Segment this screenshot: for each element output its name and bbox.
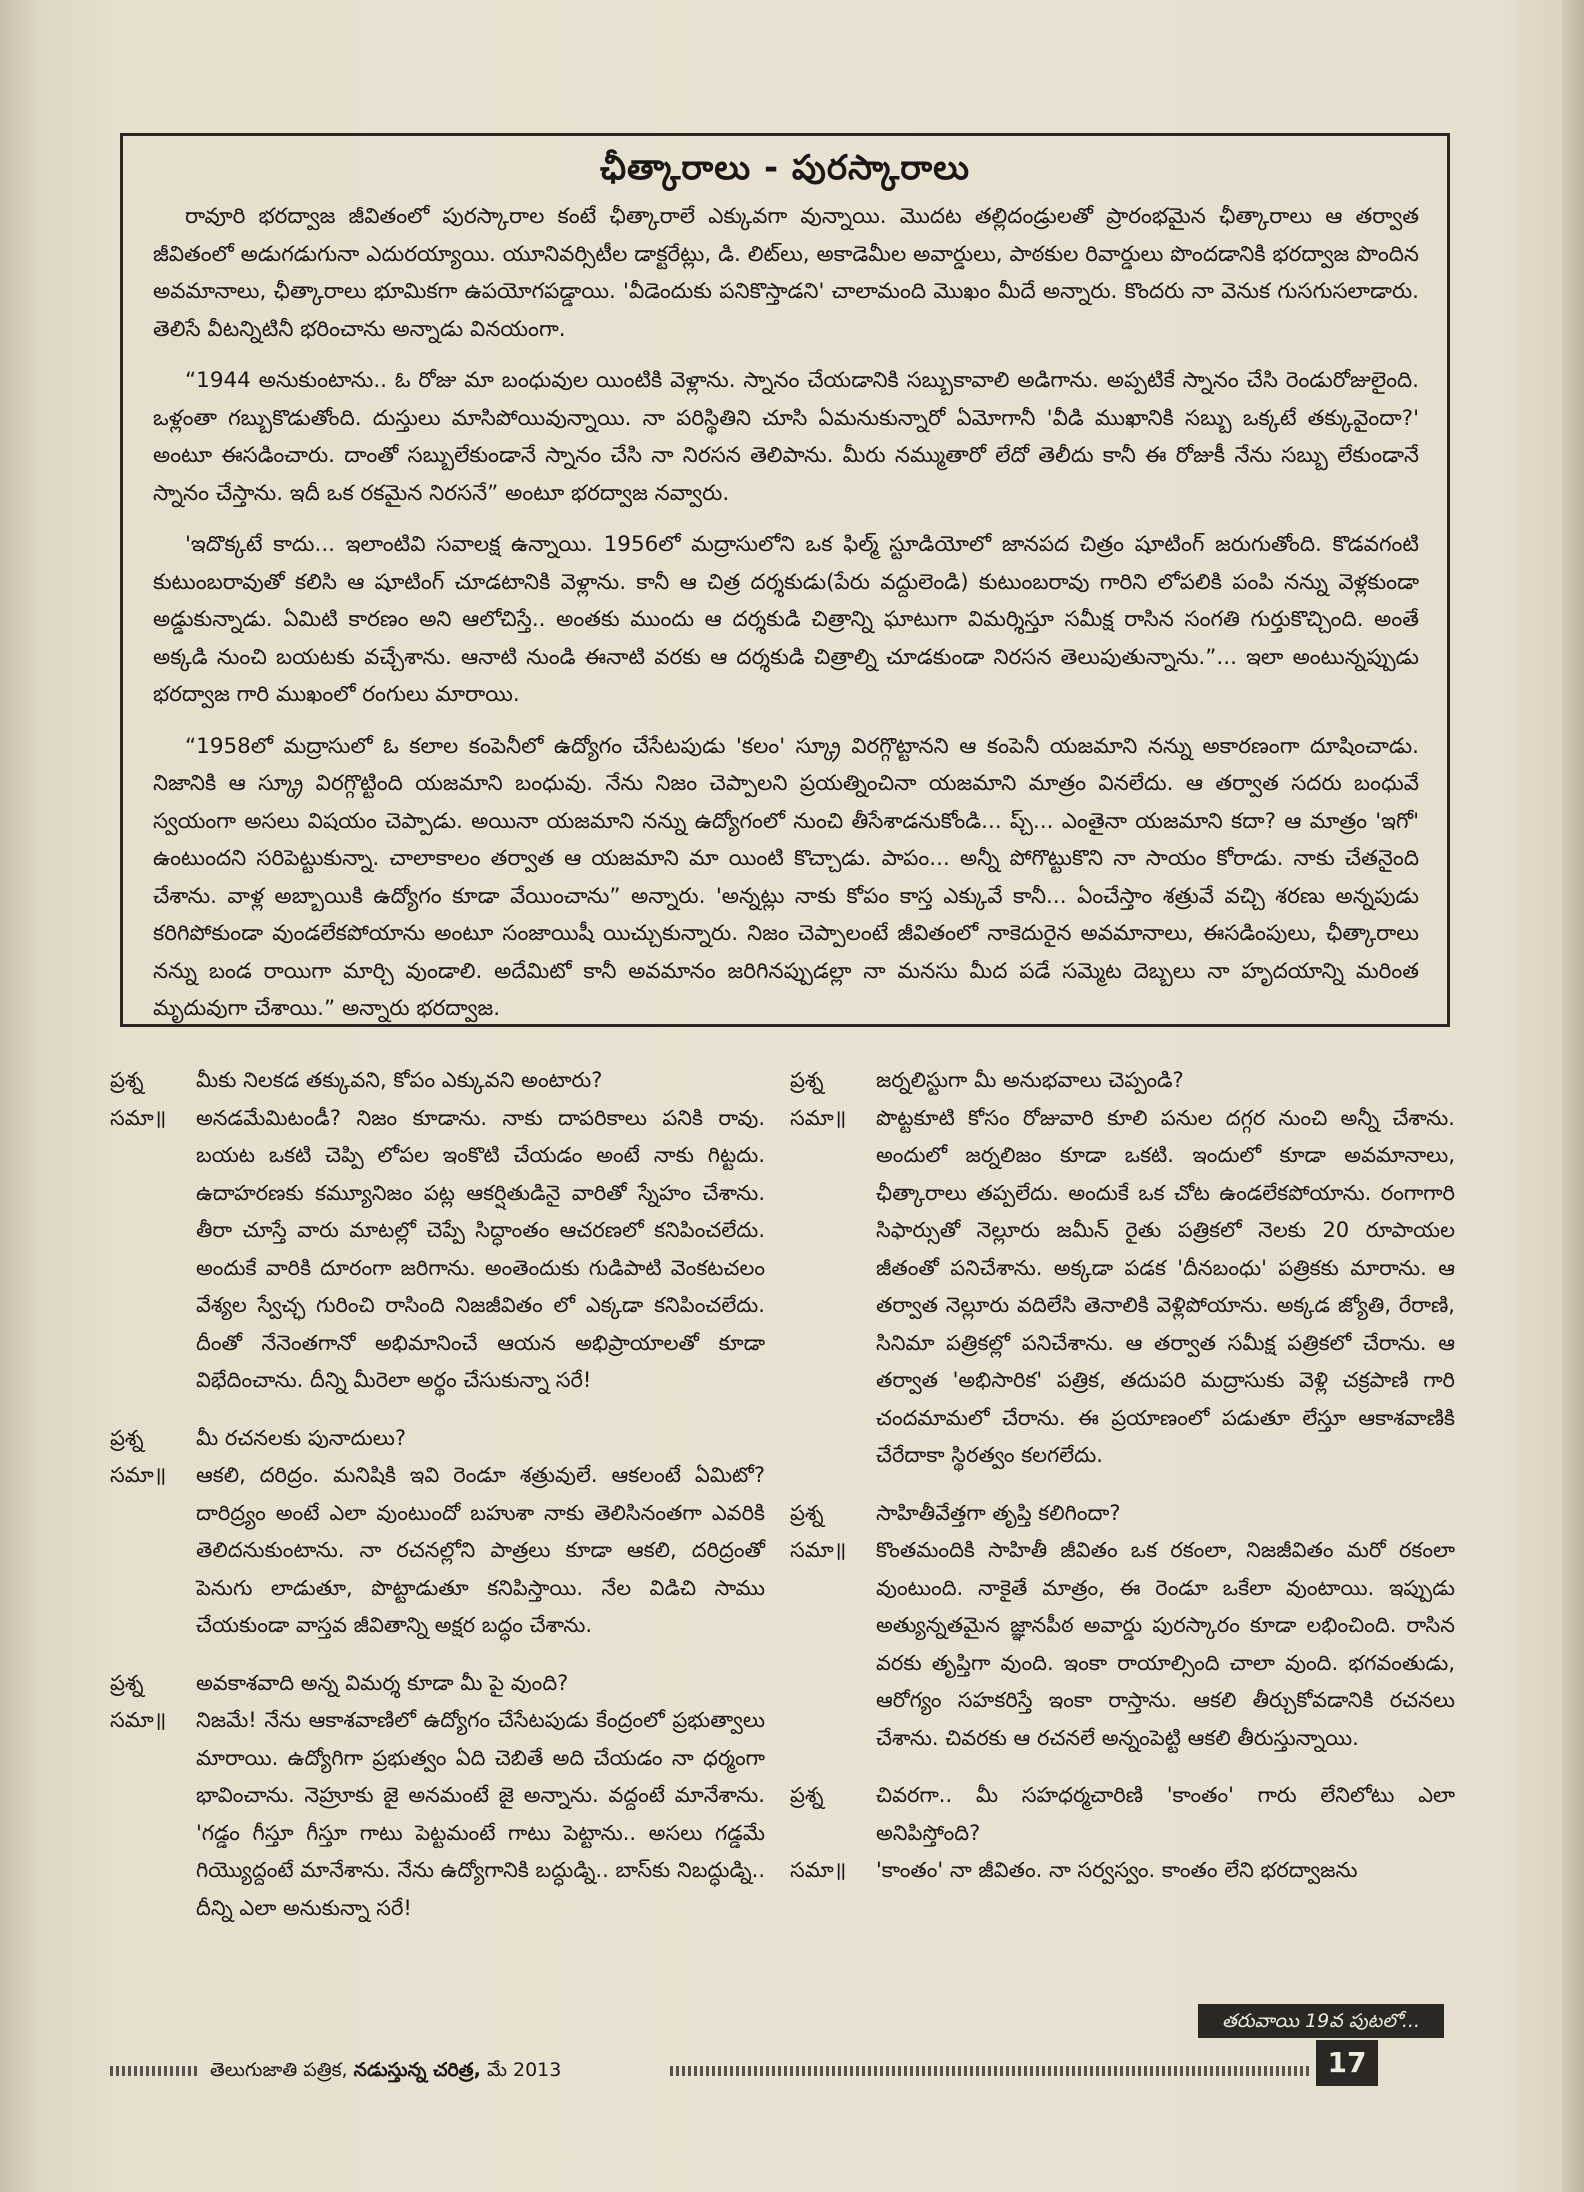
article-title: ఛీత్కారాలు - పురస్కారాలు <box>600 148 970 188</box>
question-label: ప్రశ్న <box>790 1500 824 1525</box>
question-text: జర్నలిస్టుగా మీ అనుభవాలు చెప్పండి? <box>876 1068 1184 1092</box>
answer-label: సమా॥ <box>110 1463 167 1487</box>
footer-text <box>210 2053 561 2087</box>
answer-label: సమా॥ <box>790 1538 847 1562</box>
answer-text: అనడమేమిటండీ? నిజం కూడాను. నాకు దాపరికాలు పనికి రావు. బయట ఒకటి చెప్పి లోపల ఇంకొటి చేయడం అంటే నాకు గిట్టదు. ఉదాహరణకు కమ్యూనిజం పట్ల ఆకర్షితుడినై వారితో స్నేహం చేశాను. తీరా చూస్తే వారు మాటల్లో చెప్పే సిద్ధాంతం ఆచరణలో కనిపించలేదు. అందుకే వారికి దూరంగా జరిగాను. అంతెందుకు గుడిపాటి వెంకటచలం వేశ్యల స్వేచ్ఛ గురించి రాసింది నిజజీవితం లో ఎక్కడా కనిపించలేదు. దీంతో నేనెంతగానో అభిమానించే ఆయన అభిప్రాయాలతో కూడా విభేదించాను. దీన్ని మీరెలా అర్థం చేసుకున్నా సరే! <box>196 1105 765 1392</box>
page-footer <box>110 2046 1460 2090</box>
article-box <box>120 133 1450 1027</box>
footer-rule-left <box>110 2066 200 2076</box>
qa-block <box>790 1495 1455 1758</box>
qa-block <box>110 1062 765 1400</box>
question-text: అవకాశవాది అన్న విమర్శ కూడా మీ పై వుంది? <box>196 1670 569 1695</box>
article-body <box>153 198 1419 1042</box>
answer-text: ఆకలి, దరిద్రం. మనిషికి ఇవి రెండూ శత్రువులే. ఆకలంటే ఏమిటో? దారిద్ర్యం అంటే ఎలా వుంటుందో బహుశా నాకు తెలిసినంతగా ఎవరికి తెలిదనుకుంటాను. నా రచనల్లోని పాత్రలు కూడా ఆకలి, దరిద్రంతో పెనుగు లాడుతూ, పొట్టాడుతూ కనిపిస్తాయి. నేల విడిచి సాము చేయకుండా వాస్తవ జీవితాన్ని అక్షర బద్ధం చేశాను. <box>196 1463 765 1637</box>
footer-issue: మే 2013 <box>486 2059 562 2081</box>
article-paragraph: “1944 అనుకుంటాను.. ఓ రోజు మా బంధువుల యింటికి వెళ్లాను. స్నానం చేయడానికి సబ్బుకావాలి అడిగాను. అప్పటికే స్నానం చేసి రెండురోజులైంది. ఒళ్లంతా గబ్బుకొడుతోంది. దుస్తులు మాసిపోయివున్నాయి. నా పరిస్థితిని చూసి ఏమనుకున్నారో ఏమోగానీ 'వీడి ముఖానికి సబ్బు ఒక్కటే తక్కువైందా?' అంటూ ఈసడించారు. దాంతో సబ్బులేకుండానే స్నానం చేసి నా నిరసన తెలిపాను. మీరు నమ్ముతారో లేదో తెలీదు కానీ ఈ రోజుకీ నేను సబ్బు లేకుండానే స్నానం చేస్తాను. ఇదీ ఒక రకమైన నిరసనే” అంటూ భరద్వాజ నవ్వారు. <box>153 368 1419 506</box>
answer-text: కొంతమందికి సాహితీ జీవితం ఒక రకంలా, నిజజీవితం మరో రకంలా వుంటుంది. నాకైతే మాత్రం, ఈ రెండూ ఒకేలా వుంటాయి. ఇప్పుడు అత్యున్నతమైన జ్ఞానపీఠ అవార్డు పురస్కారం కూడా లభించింది. రాసిన వరకు తృప్తిగా వుంది. ఇంకా రాయాల్సింది చాలా వుంది. భగవంతుడు, ఆరోగ్యం సహకరిస్తే ఇంకా రాస్తాను. ఆకలి తీర్చుకోవడానికి రచనలు చేశాను. చివరకు ఆ రచనలే అన్నంపెట్టి ఆకలి తీరుస్తున్నాయి. <box>876 1538 1455 1750</box>
answer-label: సమా॥ <box>790 1858 847 1882</box>
question-label: ప్రశ్న <box>110 1068 144 1092</box>
interview-column-right <box>790 1062 1455 1910</box>
answer-text: పొట్టకూటి కోసం రోజువారి కూలి పనుల దగ్గర నుంచి అన్నీ చేశాను. అందులో జర్నలిజం కూడా ఒకటి. ఇందులో కూడా అవమానాలు, ఛీత్కారాలు తప్పలేదు. అందుకే ఒక చోట ఉండలేకపోయాను. రంగాగారి సిఫార్సుతో నెల్లూరు జమీన్ రైతు పత్రికలో నెలకు 20 రూపాయల జీతంతో పనిచేశాను. అక్కడా పడక 'దీనబంధు' పత్రికకు మారాను. ఆ తర్వాత నెల్లూరు వదిలేసి తెనాలికి వెళ్లిపోయాను. అక్కడ జ్యోతి, రేరాణి, సినిమా పత్రికల్లో పనిచేశాను. ఆ తర్వాత సమీక్ష పత్రికలో చేరాను. ఆ తర్వాత 'అభిసారిక' పత్రిక, తదుపరి మద్రాసుకు వెళ్లి చక్రపాణి గారి చందమామలో చేరాను. ఈ ప్రయాణంలో పడుతూ లేస్తూ ఆకాశవాణికి చేరేదాకా స్థిరత్వం కలగలేదు. <box>876 1105 1455 1467</box>
page-number: 17 <box>1316 2040 1378 2086</box>
footer-magazine-name: నడుస్తున్న చరిత్ర, <box>353 2059 481 2081</box>
article-paragraph: రావూరి భరద్వాజ జీవితంలో పురస్కారాల కంటే ఛీత్కారాలే ఎక్కువగా వున్నాయి. మొదట తల్లిదండ్రులతో ప్రారంభమైన ఛీత్కారాలు ఆ తర్వాత జీవితంలో అడుగడుగునా ఎదురయ్యాయి. యూనివర్సిటీల డాక్టరేట్లు, డి. లిట్‌లు, అకాడెమీల అవార్డులు, పాఠకుల రివార్డులు పొందడానికి భరద్వాజ పొందిన అవమానాలు, ఛీత్కారాలు భూమికగా ఉపయోగపడ్డాయి. 'వీడెందుకు పనికొస్తాడని' చాలామంది మొఖం మీదే అన్నారు. కొందరు నా వెనుక గుసగుసలాడారు. తెలిసే వీటన్నిటినీ భరించాను అన్నాడు వినయంగా. <box>153 204 1419 342</box>
question-text: మీ రచనలకు పునాదులు? <box>196 1425 407 1450</box>
answer-text: 'కాంతం' నా జీవితం. నా సర్వస్వం. కాంతం లేని భరద్వాజను <box>876 1858 1358 1882</box>
question-label: ప్రశ్న <box>790 1783 824 1807</box>
footer-rule-right <box>670 2066 1310 2076</box>
qa-block <box>110 1420 765 1645</box>
page-spine-edge <box>1562 0 1584 2192</box>
footer-magazine: తెలుగుజాతి పత్రిక, <box>210 2059 348 2081</box>
continued-on-page-badge: తరువాయి 19వ పుటలో... <box>1198 2004 1444 2038</box>
answer-label: సమా॥ <box>110 1105 167 1130</box>
question-label: ప్రశ్న <box>110 1425 144 1450</box>
interview-column-left <box>110 1062 765 1947</box>
answer-text: నిజమే! నేను ఆకాశవాణిలో ఉద్యోగం చేసేటపుడు కేంద్రంలో ప్రభుత్వాలు మారాయి. ఉద్యోగిగా ప్రభుత్వం ఏది చెబితే అది చేయడం నా ధర్మంగా భావించాను. నెహ్రూకు జై అనమంటే జై అన్నాను. వద్దంటే మానేశాను. 'గడ్డం గీస్తూ గీస్తూ గాటు పెట్టమంటే గాటు పెట్టాను.. అసలు గడ్డమే గియ్యొద్దంటే మానేశాను. నేను ఉద్యోగానికి బద్ధుడ్ని.. బాస్‌కు నిబద్ధుడ్ని.. దీన్ని ఎలా అనుకున్నా సరే! <box>196 1708 765 1920</box>
article-paragraph: 'ఇదొక్కటే కాదు... ఇలాంటివి సవాలక్ష ఉన్నాయి. 1956లో మద్రాసులోని ఒక ఫిల్మ్ స్టూడియోలో జానపద చిత్రం షూటింగ్ జరుగుతోంది. కొడవగంటి కుటుంబరావుతో కలిసి ఆ షూటింగ్ చూడటానికి వెళ్లాను. కానీ ఆ చిత్ర దర్శకుడు(పేరు వద్దులెండి) కుటుంబరావు గారిని లోపలికి పంపి నన్ను వెళ్లకుండా అడ్డుకున్నాడు. ఏమిటి కారణం అని ఆలోచిస్తే.. అంతకు ముందు ఆ దర్శకుడి చిత్రాన్ని ఘాటుగా విమర్శిస్తూ సమీక్ష రాసిన సంగతి గుర్తుకొచ్చింది. అంతే అక్కడి నుంచి బయటకు వచ్చేశాను. ఆనాటి నుండి ఈనాటి వరకు ఆ దర్శకుడి చిత్రాల్ని చూడకుండా నిరసన తెలుపుతున్నాను.”... ఇలా అంటున్నప్పుడు భరద్వాజ గారి ముఖంలో రంగులు మారాయి. <box>153 532 1419 707</box>
article-paragraph: “1958లో మద్రాసులో ఓ కలాల కంపెనీలో ఉద్యోగం చేసేటపుడు 'కలం' స్క్రూ విరగ్గొట్టానని ఆ కంపెనీ యజమాని నన్ను అకారణంగా దూషించాడు. నిజానికి ఆ స్క్రూ విరగ్గొట్టింది యజమాని బంధువు. నేను నిజం చెప్పాలని ప్రయత్నించినా యజమాని మాత్రం వినలేదు. ఆ తర్వాత సదరు బంధువే స్వయంగా అసలు విషయం చెప్పాడు. అయినా యజమాని నన్ను ఉద్యోగంలో నుంచి తీసేశాడనుకోండి... ప్చ్... ఎంతైనా యజమాని కదా? ఆ మాత్రం 'ఇగో' ఉంటుందని సరిపెట్టుకున్నా. చాలాకాలం తర్వాత ఆ యజమాని మా యింటి కొచ్చాడు. పాపం... అన్నీ పోగొట్టుకొని నా సాయం కోరాడు. నాకు చేతనైంది చేశాను. వాళ్ల అబ్బాయికి ఉద్యోగం కూడా వేయించాను” అన్నారు. 'అన్నట్లు నాకు కోపం కాస్త ఎక్కువే కానీ... ఏంచేస్తాం శత్రువే వచ్చి శరణు అన్నపుడు కరిగిపోకుండా వుండలేకపోయాను అంటూ సంజాయిషీ యిచ్చుకున్నారు. నిజం చెప్పాలంటే జీవితంలో నాకెదురైన అవమానాలు, ఈసడింపులు, ఛీత్కారాలు నన్ను బండ రాయిగా మార్చి వుండాలి. అదేమిటో కానీ అవమానం జరిగినప్పుడల్లా నా మనసు మీద పడే సమ్మెట దెబ్బలు నా హృదయాన్ని మరింత మృదువుగా చేశాయి.” అన్నారు భరద్వాజ. <box>153 733 1419 1021</box>
answer-label: సమా॥ <box>110 1708 167 1732</box>
question-label: ప్రశ్న <box>790 1068 824 1092</box>
question-text: సాహితీవేత్తగా తృప్తి కలిగిందా? <box>876 1500 1121 1525</box>
question-text: చివరగా.. మీ సహధర్మచారిణి 'కాంతం' గారు లేనిలోటు ఎలా అనిపిస్తోంది? <box>876 1783 1455 1845</box>
question-label: ప్రశ్న <box>110 1670 144 1695</box>
qa-block <box>110 1665 765 1928</box>
qa-block <box>790 1062 1455 1475</box>
qa-block <box>790 1777 1455 1890</box>
answer-label: సమా॥ <box>790 1105 847 1130</box>
question-text: మీకు నిలకడ తక్కువని, కోపం ఎక్కువని అంటారు? <box>196 1068 603 1092</box>
